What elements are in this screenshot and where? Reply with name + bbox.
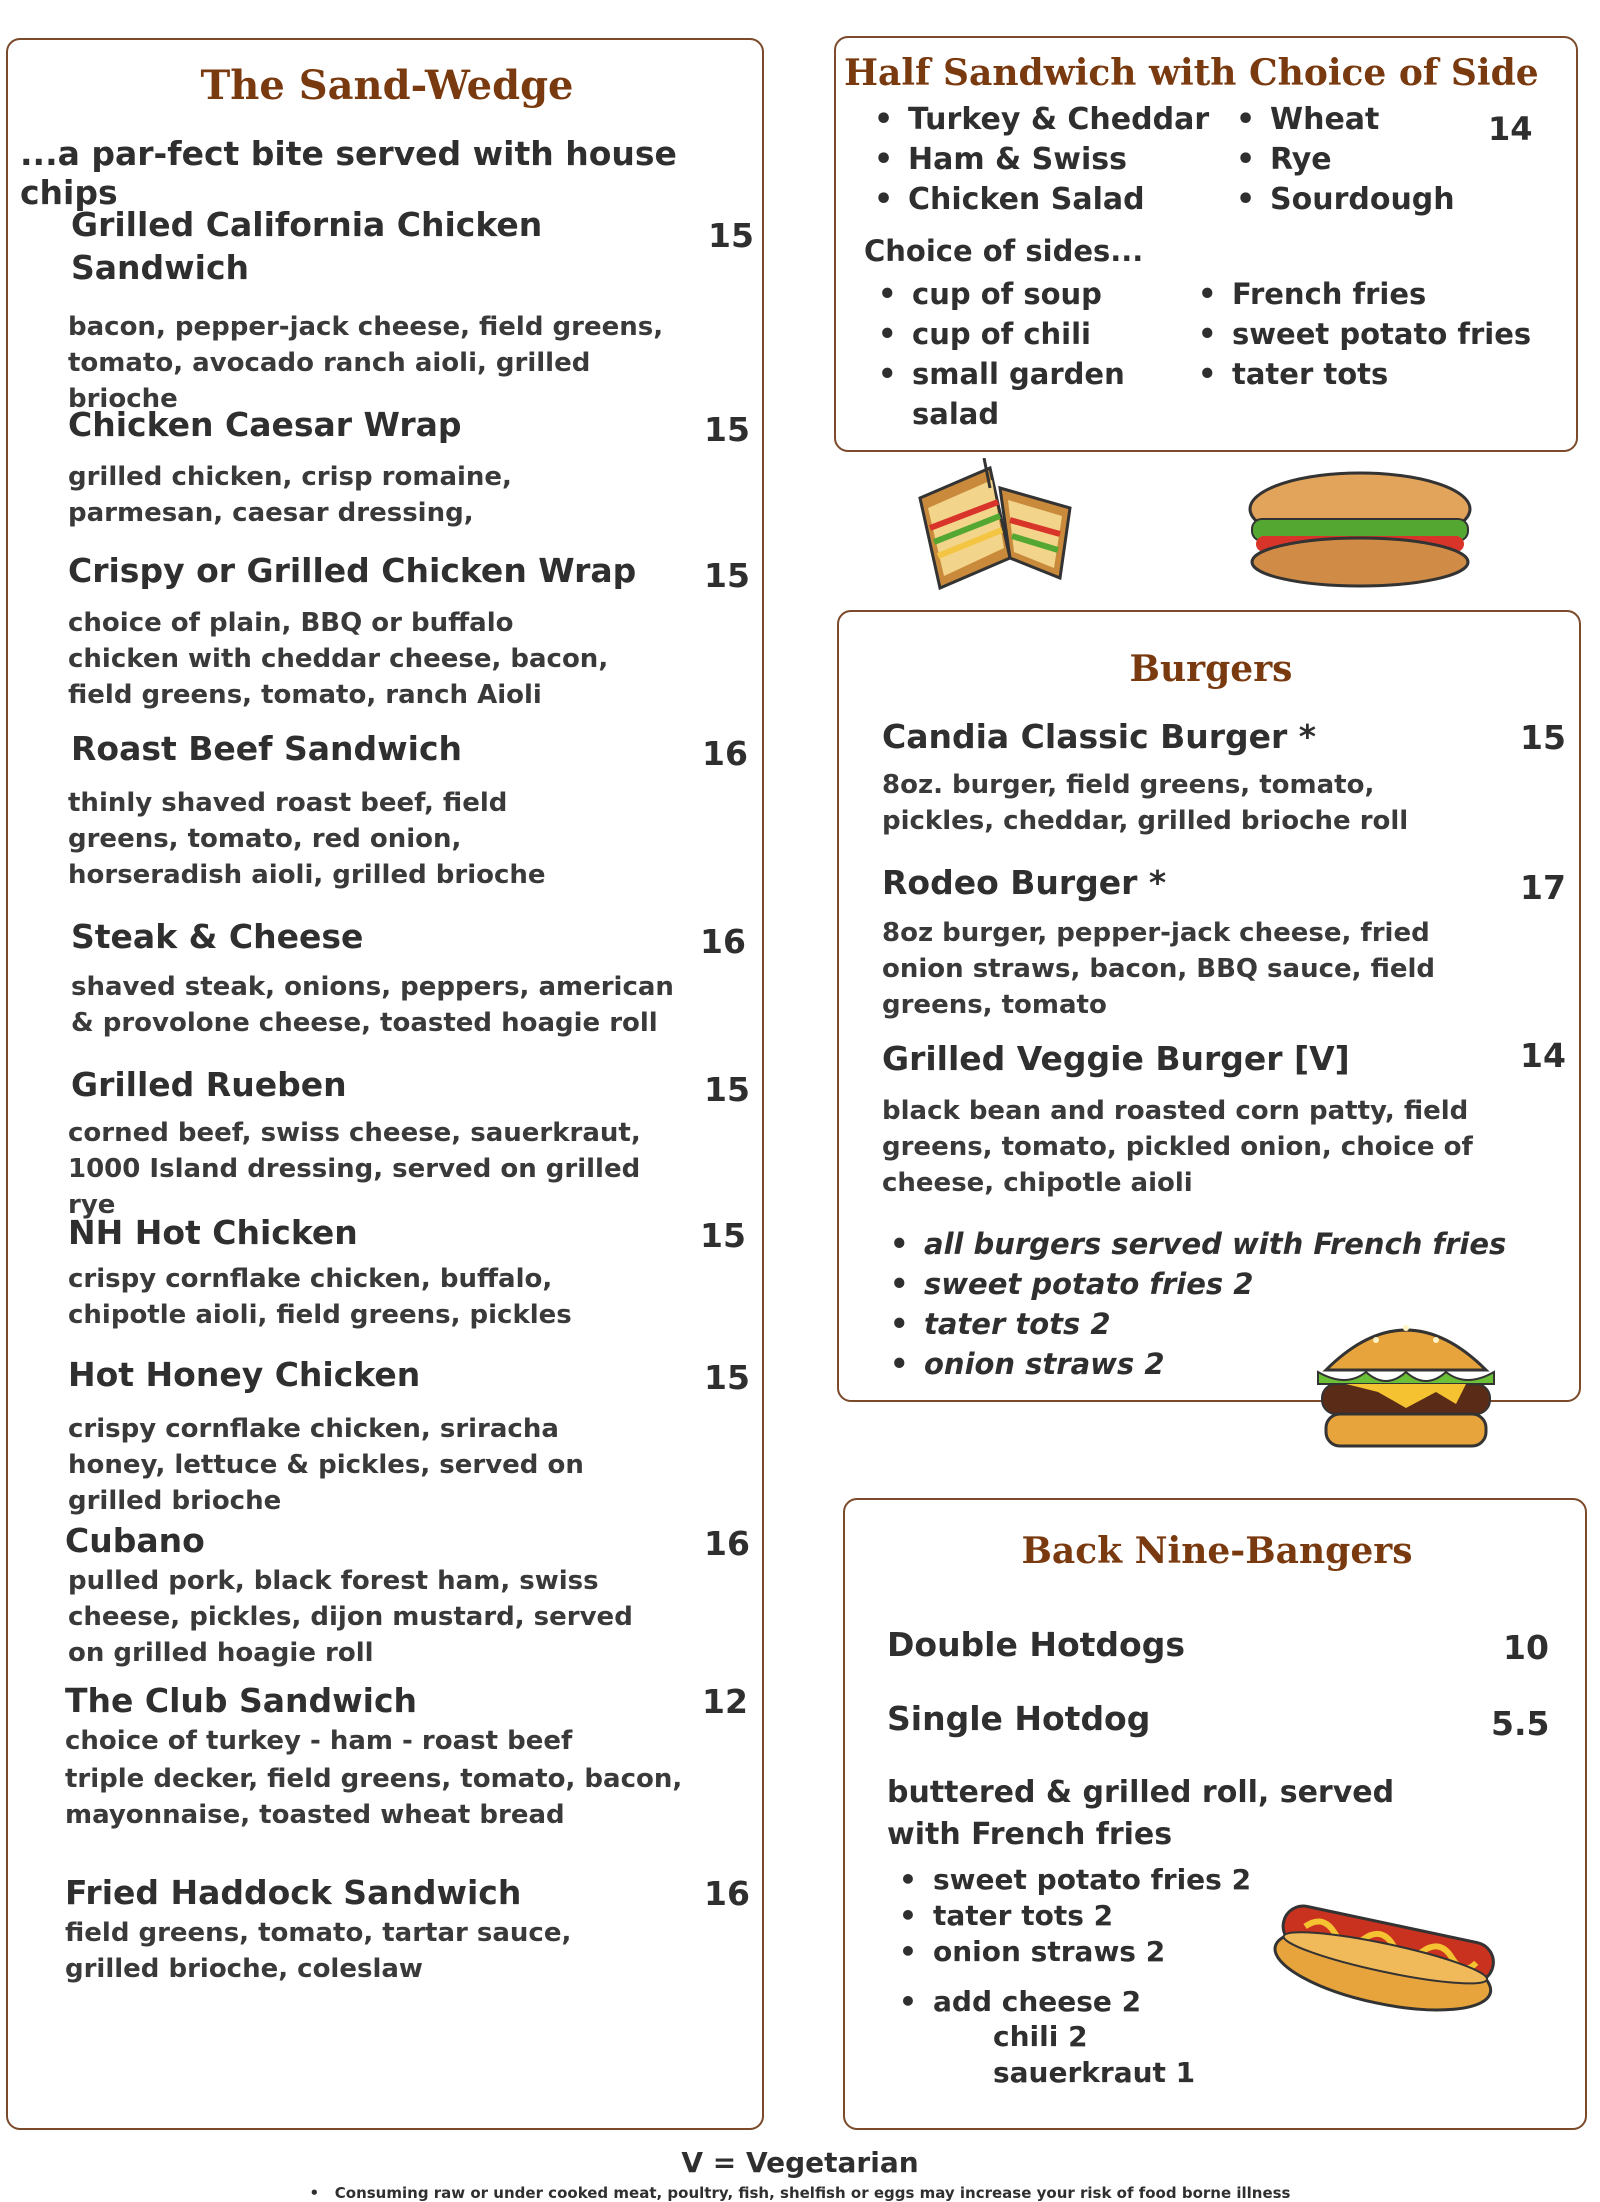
list-item: • Turkey & Cheddar (866, 100, 1209, 140)
item-desc: field greens, tomato, tartar sauce, grilled brioche, coleslaw (65, 1918, 572, 1984)
list-item: • add cheese 2 (891, 1984, 1141, 2020)
item-name: Grilled California Chicken Sandwich (71, 205, 543, 287)
item-price: 16 (702, 734, 748, 773)
item-price: 15 (708, 216, 754, 255)
health-warning-text: Consuming raw or under cooked meat, poultry, fish, shelfish or eggs may increase your risk of food borne illness (334, 2184, 1291, 2202)
item-price: 15 (704, 410, 750, 449)
item-name: Candia Classic Burger * (882, 717, 1317, 756)
list-item: • Ham & Swiss (866, 140, 1209, 180)
addon-item: chili 2 (993, 2020, 1088, 2053)
item-name: Grilled Rueben (71, 1065, 347, 1104)
item-name: Double Hotdogs (887, 1625, 1185, 1664)
item-desc: 8oz. burger, field greens, tomato, pickles, cheddar, grilled brioche roll (882, 770, 1409, 836)
item-name: Cubano (65, 1521, 205, 1560)
item-price: 16 (704, 1874, 750, 1913)
list-item: • sweet potato fries 2 (882, 1264, 1506, 1304)
item-name: Roast Beef Sandwich (71, 729, 463, 768)
item-name: The Club Sandwich (65, 1681, 418, 1720)
burgers-panel (837, 610, 1581, 1402)
hotdog-illustration (1262, 1880, 1512, 2020)
sub-sandwich-illustration (1240, 464, 1480, 594)
item-price: 12 (702, 1682, 748, 1721)
bangers-desc: buttered & grilled roll, served with French fries (887, 1775, 1395, 1852)
list-item: • tater tots (1190, 354, 1531, 394)
item-desc: triple decker, field greens, tomato, bacon, mayonnaise, toasted wheat bread (65, 1764, 683, 1830)
addon-item: sauerkraut 1 (993, 2056, 1196, 2089)
list-item: • cup of soup (870, 274, 1140, 314)
list-item: • sweet potato fries (1190, 314, 1531, 354)
item-desc: bacon, pepper-jack cheese, field greens, tomato, avocado ranch aioli, grilled brioche (68, 312, 664, 414)
bullet-icon: • (309, 2184, 335, 2202)
bangers-title: Back Nine-Bangers (1021, 1530, 1413, 1572)
list-item: • Wheat (1228, 100, 1455, 140)
item-name: Crispy or Grilled Chicken Wrap (68, 551, 637, 590)
list-item: • all burgers served with French fries (882, 1224, 1506, 1264)
list-item: • onion straws 2 (882, 1344, 1506, 1384)
burger-illustration (1306, 1300, 1506, 1460)
list-item: • tater tots 2 (891, 1898, 1251, 1934)
sandwedge-title: The Sand-Wedge (200, 62, 574, 109)
vegetarian-legend: V = Vegetarian (681, 2146, 919, 2179)
item-price: 10 (1503, 1628, 1549, 1667)
sides-left (870, 274, 1140, 434)
item-desc: choice of turkey - ham - roast beef (65, 1726, 573, 1756)
item-name: Grilled Veggie Burger [V] (882, 1039, 1350, 1078)
item-desc: crispy cornflake chicken, sriracha honey, lettuce & pickles, served on grilled brioche (68, 1414, 584, 1516)
item-desc: 8oz burger, pepper-jack cheese, fried onion straws, bacon, BBQ sauce, field greens, tomato (882, 918, 1435, 1020)
sides-label: Choice of sides... (864, 234, 1144, 268)
item-name: Single Hotdog (887, 1699, 1151, 1738)
half-sandwich-title: Half Sandwich with Choice of Side (844, 52, 1539, 94)
sandwedge-subtitle: ...a par-fect bite served with house chips (20, 134, 677, 212)
item-price: 16 (700, 922, 746, 961)
list-item: • onion straws 2 (891, 1934, 1251, 1970)
club-sandwich-illustration (900, 458, 1090, 598)
list-item: • cup of chili (870, 314, 1140, 354)
list-item: • sweet potato fries 2 (891, 1862, 1251, 1898)
item-name: Rodeo Burger * (882, 863, 1167, 902)
item-desc: thinly shaved roast beef, field greens, tomato, red onion, horseradish aioli, grilled brioche (68, 788, 546, 890)
list-item: • Sourdough (1228, 180, 1455, 220)
item-desc: corned beef, swiss cheese, sauerkraut, 1000 Island dressing, served on grilled rye (68, 1118, 641, 1220)
sides-right (1190, 274, 1531, 394)
list-item: • tater tots 2 (882, 1304, 1506, 1344)
burgers-title: Burgers (1129, 648, 1293, 690)
item-price: 15 (704, 1358, 750, 1397)
item-price: 15 (704, 556, 750, 595)
bangers-extras (891, 1862, 1251, 1970)
list-item: • French fries (1190, 274, 1531, 314)
item-price: 15 (1520, 718, 1566, 757)
list-item: • Rye (1228, 140, 1455, 180)
item-price: 5.5 (1491, 1704, 1550, 1743)
item-price: 16 (704, 1524, 750, 1563)
item-name: Fried Haddock Sandwich (65, 1873, 522, 1912)
item-desc: pulled pork, black forest ham, swiss cheese, pickles, dijon mustard, served on grilled hoagie roll (68, 1566, 633, 1668)
item-name: NH Hot Chicken (68, 1213, 358, 1252)
health-warning (0, 2184, 1600, 2202)
item-name: Hot Honey Chicken (68, 1355, 421, 1394)
item-name: Steak & Cheese (71, 917, 364, 956)
item-desc: grilled chicken, crisp romaine, parmesan, caesar dressing, (68, 462, 512, 528)
bread-options (1228, 100, 1455, 220)
bangers-panel (843, 1498, 1587, 2130)
bangers-addons (891, 1984, 1141, 2020)
item-price: 17 (1520, 868, 1566, 907)
sandwich-options (866, 100, 1209, 220)
item-desc: black bean and roasted corn patty, field greens, tomato, pickled onion, choice of cheese, chipotle aioli (882, 1096, 1473, 1198)
item-price: 14 (1520, 1036, 1566, 1075)
half-sandwich-price: 14 (1488, 110, 1533, 148)
half-sandwich-panel (834, 36, 1578, 452)
list-item: • Chicken Salad (866, 180, 1209, 220)
list-item: • small garden salad (870, 354, 1140, 434)
item-desc: crispy cornflake chicken, buffalo, chipotle aioli, field greens, pickles (68, 1264, 572, 1330)
item-price: 15 (704, 1070, 750, 1109)
item-name: Chicken Caesar Wrap (68, 405, 462, 444)
sandwedge-panel (6, 38, 764, 2130)
item-price: 15 (700, 1216, 746, 1255)
item-desc: shaved steak, onions, peppers, american & provolone cheese, toasted hoagie roll (71, 972, 674, 1038)
item-desc: choice of plain, BBQ or buffalo chicken with cheddar cheese, bacon, field greens, tomato, ranch Aioli (68, 608, 609, 710)
